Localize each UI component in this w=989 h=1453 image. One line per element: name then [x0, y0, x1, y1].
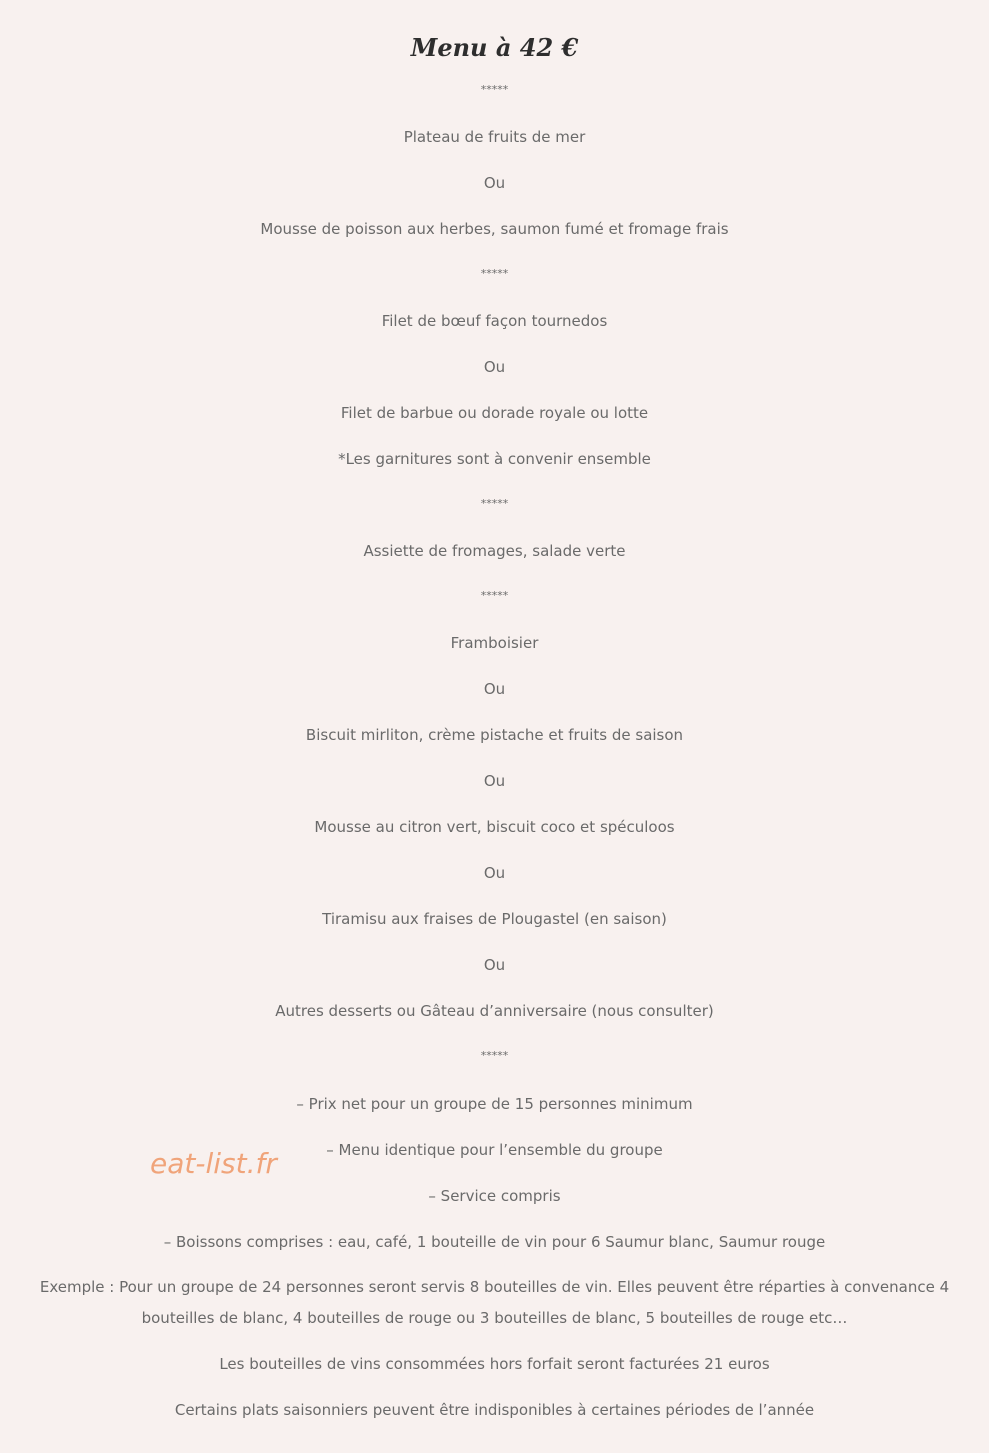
- dessert-item: Tiramisu aux fraises de Plougastel (en saison): [322, 910, 667, 928]
- separator: *****: [480, 267, 509, 280]
- extra-wine-note: Les bouteilles de vins consommées hors forfait seront facturées 21 euros: [219, 1355, 770, 1373]
- separator: *****: [480, 1049, 509, 1062]
- condition-text: – Boissons comprises : eau, café, 1 bouteille de vin pour 6 Saumur blanc, Saumur rouge: [163, 1233, 826, 1251]
- example-paragraph: Exemple : Pour un groupe de 24 personnes seront servis 8 bouteilles de vin. Elles peuvent être réparties à convenance 4 bouteilles de blanc, 4 bouteilles de rouge ou 3 bouteilles de blanc, 5 bouteilles de rouge etc…: [39, 1278, 950, 1327]
- garnish-note: *Les garnitures sont à convenir ensemble: [338, 450, 651, 468]
- separator: *****: [480, 83, 509, 96]
- separator: *****: [480, 497, 509, 510]
- watermark: eat-list.fr: [150, 1147, 277, 1180]
- main-item: Filet de bœuf façon tournedos: [381, 312, 608, 330]
- or-text: Ou: [483, 680, 506, 698]
- or-text: Ou: [483, 956, 506, 974]
- separator: *****: [480, 589, 509, 602]
- or-text: Ou: [483, 358, 506, 376]
- condition-text: – Menu identique pour l’ensemble du groupe: [326, 1141, 663, 1159]
- main-item: Filet de barbue ou dorade royale ou lotte: [340, 404, 649, 422]
- starter-item: Plateau de fruits de mer: [403, 128, 586, 146]
- menu-title: Menu à 42 €: [410, 33, 579, 62]
- or-text: Ou: [483, 174, 506, 192]
- seasonal-note: Certains plats saisonniers peuvent être indisponibles à certaines périodes de l’année: [174, 1401, 815, 1419]
- dessert-item: Autres desserts ou Gâteau d’anniversaire (nous consulter): [275, 1002, 714, 1020]
- or-text: Ou: [483, 864, 506, 882]
- dessert-item: Biscuit mirliton, crème pistache et fruits de saison: [305, 726, 684, 744]
- dessert-item: Framboisier: [450, 634, 539, 652]
- cheese-item: Assiette de fromages, salade verte: [363, 542, 626, 560]
- dessert-item: Mousse au citron vert, biscuit coco et spéculoos: [314, 818, 675, 836]
- or-text: Ou: [483, 772, 506, 790]
- condition-text: – Service compris: [428, 1187, 561, 1205]
- starter-item: Mousse de poisson aux herbes, saumon fumé et fromage frais: [260, 220, 729, 238]
- condition-text: – Prix net pour un groupe de 15 personnes minimum: [296, 1095, 693, 1113]
